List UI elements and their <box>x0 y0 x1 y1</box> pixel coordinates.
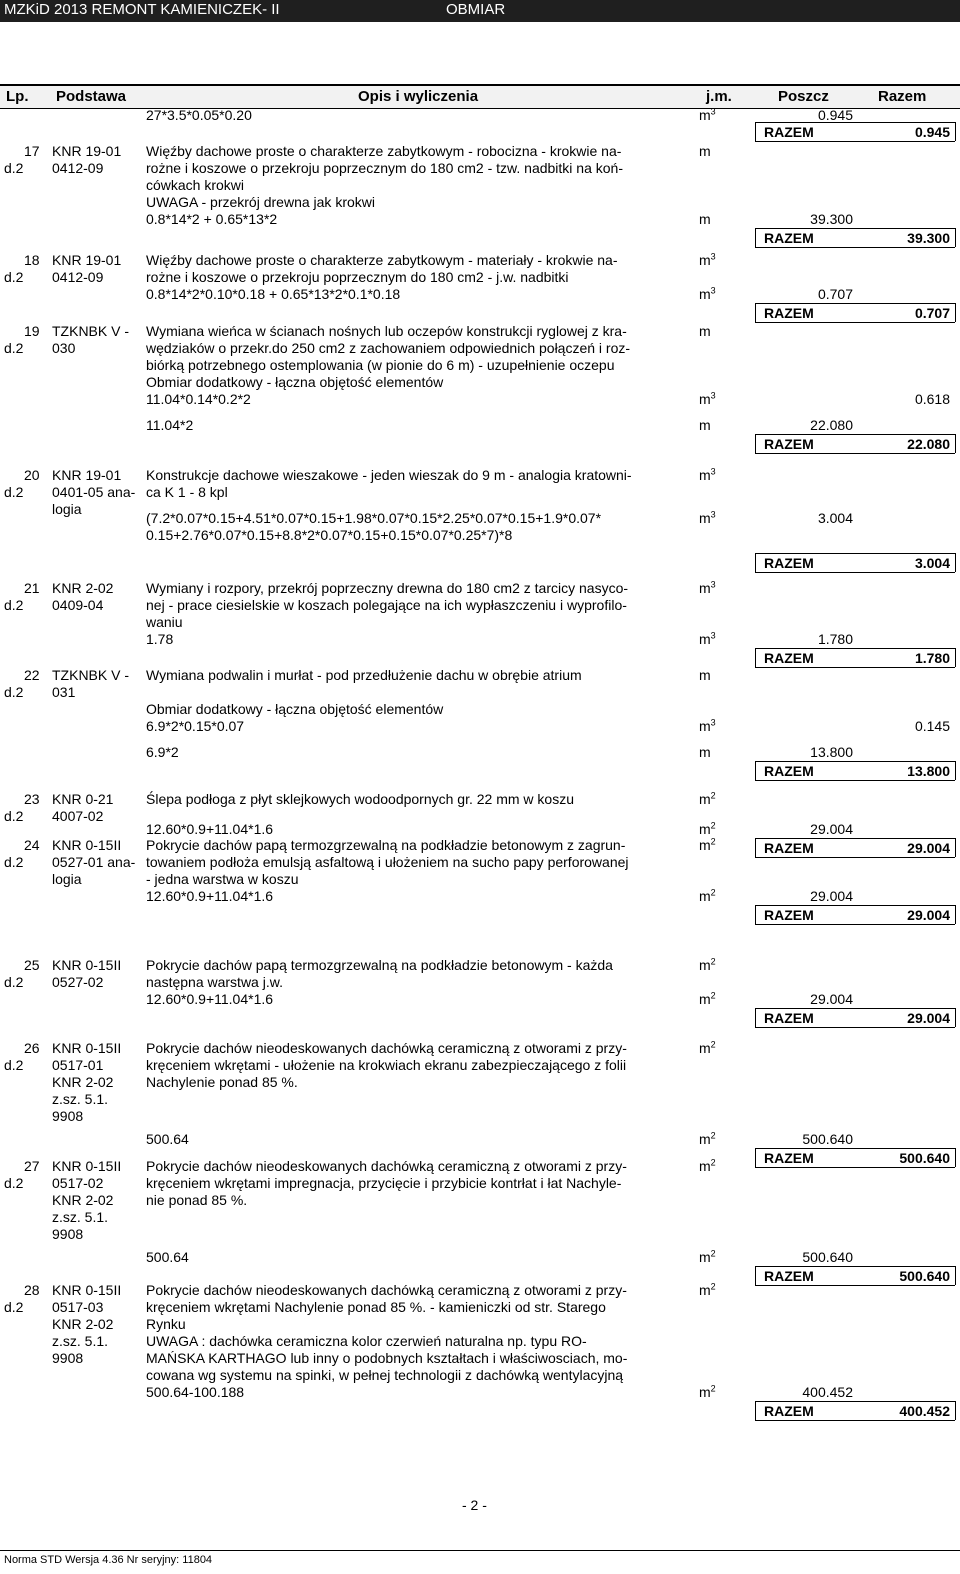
item-description: - jedna warstwa w koszu <box>146 871 299 887</box>
razem-box-divider <box>755 434 756 453</box>
item-description: Pokrycie dachów papą termozgrzewalną na podkładzie betonowym z zagrun- <box>146 837 626 853</box>
item-description: Ślepa podłoga z płyt sklejkowych wodoodpornych gr. 22 mm w koszu <box>146 791 574 807</box>
item-description: Nachylenie ponad 85 %. <box>146 1074 298 1090</box>
calc-unit: $m^3$ <box>699 717 716 734</box>
item-description: kręceniem wkrętami - ułożenie na krokwiach ekranu zabezpieczającego z folii <box>146 1057 627 1073</box>
calc-value: 3.004 <box>817 510 853 526</box>
item-podstawa: z.sz. 5.1. <box>52 1209 109 1225</box>
row-divider <box>755 905 955 906</box>
calc-value: 0.145 <box>914 718 950 734</box>
item-description: rożne i koszowe o przekroju poprzecznym do 180 cm2 - tzw. nadbitki na koń- <box>146 160 624 176</box>
item-description: UWAGA : dachówka ceramiczna kolor czerwień naturalna np. typu RO- <box>146 1333 587 1349</box>
item-description: Pokrycie dachów nieodeskowanych dachówką ceramiczną z otworami z przy- <box>146 1040 627 1056</box>
razem-value: 0.945 <box>914 124 950 140</box>
razem-label: RAZEM <box>764 1268 814 1284</box>
table-header <box>0 84 960 109</box>
razem-label: RAZEM <box>764 124 814 140</box>
razem-box-divider <box>755 838 756 857</box>
item-podstawa: 031 <box>52 684 76 700</box>
calc-expression: 1.78 <box>146 631 174 647</box>
razem-box-divider <box>955 761 956 780</box>
calc-value: 29.004 <box>810 821 853 837</box>
calc-expression: 500.64-100.188 <box>146 1384 245 1400</box>
calc-value: 0.618 <box>914 391 950 407</box>
razem-value: 39.300 <box>907 230 950 246</box>
item-podstawa: 0412-09 <box>52 160 104 176</box>
calc-unit: $m^3$ <box>699 630 716 647</box>
col-podstawa: Podstawa <box>56 88 127 105</box>
item-podstawa: 0401-05 ana- <box>52 484 136 500</box>
item-number: 19 <box>24 323 40 339</box>
calc-expression: 6.9*2*0.15*0.07 <box>146 718 245 734</box>
item-podstawa: 0517-02 <box>52 1175 104 1191</box>
item-podstawa: KNR 0-15II <box>52 957 122 973</box>
item-description: Obmiar dodatkowy - łączna objętość elementów <box>146 701 444 717</box>
calc-unit: $m^2$ <box>699 887 716 904</box>
item-subnumber: d.2 <box>4 597 24 613</box>
item-podstawa: 030 <box>52 340 76 356</box>
item-podstawa: logia <box>52 871 82 887</box>
item-description: biórką potrzebnego ostemplowania (w pionie do 6 m) - uzupełnienie oczepu <box>146 357 615 373</box>
item-podstawa: KNR 0-21 <box>52 791 114 807</box>
row-divider <box>755 667 955 668</box>
razem-box-divider <box>755 303 756 322</box>
row-divider <box>755 553 955 554</box>
item-podstawa: KNR 0-15II <box>52 1040 122 1056</box>
calc-unit: $m^3$ <box>699 106 716 123</box>
calc-unit: m <box>699 211 711 227</box>
row-divider <box>755 761 955 762</box>
item-number: 20 <box>24 467 40 483</box>
item-description: Pokrycie dachów nieodeskowanych dachówką ceramiczną z otworami z przy- <box>146 1158 627 1174</box>
razem-box-divider <box>755 761 756 780</box>
calc-unit: $m^2$ <box>699 820 716 837</box>
item-podstawa: z.sz. 5.1. <box>52 1091 109 1107</box>
row-divider <box>755 1148 955 1149</box>
razem-label: RAZEM <box>764 230 814 246</box>
item-description: kręceniem wkrętami Nachylenie ponad 85 %. - kamieniczki od str. Starego <box>146 1299 606 1315</box>
razem-label: RAZEM <box>764 1403 814 1419</box>
item-unit: $m^2$ <box>699 956 716 973</box>
razem-value: 13.800 <box>907 763 950 779</box>
item-podstawa: KNR 0-15II <box>52 1282 122 1298</box>
razem-label: RAZEM <box>764 555 814 571</box>
row-divider <box>755 572 955 573</box>
item-unit: m <box>699 323 711 339</box>
item-unit: $m^2$ <box>699 1281 716 1298</box>
item-description: Rynku <box>146 1316 186 1332</box>
item-subnumber: d.2 <box>4 269 24 285</box>
razem-box-divider <box>955 434 956 453</box>
footer-divider <box>0 1550 960 1551</box>
row-divider <box>755 780 955 781</box>
razem-box-divider <box>755 228 756 247</box>
calc-value: 500.640 <box>802 1131 853 1147</box>
item-subnumber: d.2 <box>4 484 24 500</box>
row-divider <box>755 838 955 839</box>
calc-expression: 12.60*0.9+11.04*1.6 <box>146 821 274 837</box>
razem-value: 3.004 <box>914 555 950 571</box>
calc-unit: $m^2$ <box>699 1130 716 1147</box>
row-divider <box>755 857 955 858</box>
item-number: 24 <box>24 837 40 853</box>
razem-box-divider <box>755 648 756 667</box>
item-description: towaniem podłoża emulsją asfaltową i ułożeniem na sucho papy perforowanej <box>146 854 629 870</box>
item-podstawa: 0527-02 <box>52 974 104 990</box>
calc-unit: $m^2$ <box>699 1383 716 1400</box>
razem-value: 500.640 <box>899 1150 950 1166</box>
item-subnumber: d.2 <box>4 808 24 824</box>
item-description: Wymiana podwalin i murłat - pod przedłużenie dachu w obrębie atrium <box>146 667 582 683</box>
row-divider <box>755 648 955 649</box>
item-number: 23 <box>24 791 40 807</box>
razem-label: RAZEM <box>764 650 814 666</box>
item-number: 21 <box>24 580 40 596</box>
item-description: kręceniem wkrętami impregnacja, przycięcie i przybicie kontrłat i łat Nachyle- <box>146 1175 622 1191</box>
item-description: nie ponad 85 %. <box>146 1192 248 1208</box>
calc-expression: 27*3.5*0.05*0.20 <box>146 107 252 123</box>
item-number: 18 <box>24 252 40 268</box>
calc-unit: $m^2$ <box>699 990 716 1007</box>
razem-box-divider <box>755 553 756 572</box>
razem-box-divider <box>955 1148 956 1167</box>
razem-label: RAZEM <box>764 763 814 779</box>
razem-box-divider <box>955 905 956 924</box>
calc-value: 0.707 <box>817 286 853 302</box>
calc-unit: $m^2$ <box>699 1248 716 1265</box>
item-unit: m <box>699 667 711 683</box>
razem-box-divider <box>955 228 956 247</box>
item-podstawa: KNR 0-15II <box>52 837 122 853</box>
item-podstawa: 9908 <box>52 1108 84 1124</box>
row-divider <box>755 303 955 304</box>
item-unit: $m^2$ <box>699 790 716 807</box>
row-divider <box>755 122 955 123</box>
razem-box-divider <box>955 1008 956 1027</box>
item-description: wędziaków o przekr.do 250 cm2 z zachowaniem odpowiednich połączeń i roz- <box>146 340 631 356</box>
item-podstawa: 4007-02 <box>52 808 104 824</box>
item-description: następna warstwa j.w. <box>146 974 283 990</box>
item-number: 25 <box>24 957 40 973</box>
calc-value: 13.800 <box>810 744 853 760</box>
item-number: 17 <box>24 143 40 159</box>
row-divider <box>755 924 955 925</box>
item-description: nej - prace ciesielskie w koszach polegające na ich wypłaszczeniu i wyprofilo- <box>146 597 627 613</box>
row-divider <box>755 434 955 435</box>
calc-expression: 11.04*2 <box>146 417 194 433</box>
calc-expression: 11.04*0.14*0.2*2 <box>146 391 251 407</box>
item-podstawa: KNR 19-01 <box>52 143 122 159</box>
item-description: Obmiar dodatkowy - łączna objętość elementów <box>146 374 444 390</box>
row-divider <box>755 1027 955 1028</box>
razem-box-divider <box>955 553 956 572</box>
razem-value: 29.004 <box>907 840 950 856</box>
razem-box-divider <box>755 905 756 924</box>
razem-box-divider <box>955 1401 956 1420</box>
calc-value: 1.780 <box>817 631 853 647</box>
razem-label: RAZEM <box>764 1010 814 1026</box>
item-podstawa: KNR 19-01 <box>52 467 122 483</box>
calc-unit: $m^3$ <box>699 390 716 407</box>
row-divider <box>755 1401 955 1402</box>
item-description: cówkach krokwi <box>146 177 245 193</box>
item-podstawa: logia <box>52 501 82 517</box>
item-unit: $m^2$ <box>699 1157 716 1174</box>
row-divider <box>755 453 955 454</box>
item-podstawa: 0517-03 <box>52 1299 104 1315</box>
calc-value: 0.945 <box>817 107 853 123</box>
row-divider <box>755 322 955 323</box>
calc-expression: 12.60*0.9+11.04*1.6 <box>146 888 274 904</box>
item-podstawa: TZKNBK V - <box>52 323 130 339</box>
calc-value: 39.300 <box>810 211 853 227</box>
row-divider <box>755 1420 955 1421</box>
item-podstawa: 0412-09 <box>52 269 104 285</box>
calc-expression-cont: 0.15+2.76*0.07*0.15+8.8*2*0.07*0.15+0.15*0.07*0.25*7)*8 <box>146 527 513 543</box>
item-description: waniu <box>146 614 183 630</box>
footer-software: Norma STD Wersja 4.36 Nr seryjny: 11804 <box>4 1554 213 1566</box>
item-number: 22 <box>24 667 40 683</box>
item-subnumber: d.2 <box>4 340 24 356</box>
razem-box-divider <box>955 303 956 322</box>
page-header <box>0 0 960 22</box>
item-podstawa: 9908 <box>52 1350 84 1366</box>
razem-box-divider <box>755 1148 756 1167</box>
col-lp: Lp. <box>6 88 29 105</box>
calc-unit: m <box>699 744 711 760</box>
item-subnumber: d.2 <box>4 1175 24 1191</box>
razem-label: RAZEM <box>764 1150 814 1166</box>
item-unit: $m^3$ <box>699 579 716 596</box>
calc-expression: 500.64 <box>146 1249 189 1265</box>
item-description: Więźby dachowe proste o charakterze zabytkowym - robocizna - krokwie na- <box>146 143 622 159</box>
row-divider <box>755 1167 955 1168</box>
item-description: Więźby dachowe proste o charakterze zabytkowym - materiały - krokwie na- <box>146 252 618 268</box>
item-number: 27 <box>24 1158 40 1174</box>
item-podstawa: 0527-01 ana- <box>52 854 136 870</box>
row-divider <box>755 1285 955 1286</box>
calc-expression: 12.60*0.9+11.04*1.6 <box>146 991 274 1007</box>
calc-unit: $m^3$ <box>699 509 716 526</box>
item-description: ca K 1 - 8 kpl <box>146 484 228 500</box>
razem-box-divider <box>755 1266 756 1285</box>
razem-label: RAZEM <box>764 305 814 321</box>
razem-label: RAZEM <box>764 907 814 923</box>
razem-box-divider <box>955 838 956 857</box>
calc-value: 29.004 <box>810 888 853 904</box>
item-description: UWAGA - przekrój drewna jak krokwi <box>146 194 375 210</box>
item-description: Pokrycie dachów nieodeskowanych dachówką ceramiczną z otworami z przy- <box>146 1282 627 1298</box>
calc-unit: m <box>699 417 711 433</box>
item-description: Pokrycie dachów papą termozgrzewalną na podkładzie betonowym - każda <box>146 957 613 973</box>
razem-value: 500.640 <box>899 1268 950 1284</box>
col-poszcz: Poszcz <box>778 88 829 105</box>
col-razem: Razem <box>878 88 927 105</box>
page-number: - 2 - <box>462 1497 487 1513</box>
razem-box-divider <box>955 648 956 667</box>
razem-box-divider <box>755 1008 756 1027</box>
calc-expression: (7.2*0.07*0.15+4.51*0.07*0.15+1.98*0.07*0.15*2.25*0.07*0.15+1.9*0.07* <box>146 510 602 526</box>
header-title: MZKiD 2013 REMONT KAMIENICZEK- II <box>4 1 280 18</box>
item-subnumber: d.2 <box>4 1299 24 1315</box>
row-divider <box>755 1008 955 1009</box>
item-subnumber: d.2 <box>4 684 24 700</box>
calc-expression: 6.9*2 <box>146 744 179 760</box>
item-number: 28 <box>24 1282 40 1298</box>
row-divider <box>755 141 955 142</box>
razem-value: 400.452 <box>899 1403 950 1419</box>
item-podstawa: z.sz. 5.1. <box>52 1333 109 1349</box>
razem-box-divider <box>755 122 756 141</box>
col-jm: j.m. <box>706 88 732 105</box>
item-unit: m <box>699 143 711 159</box>
calc-expression: 0.8*14*2*0.10*0.18 + 0.65*13*2*0.1*0.18 <box>146 286 401 302</box>
item-podstawa: KNR 0-15II <box>52 1158 122 1174</box>
item-description: rożne i koszowe o przekroju poprzecznym do 180 cm2 - j.w. nadbitki <box>146 269 569 285</box>
item-description: Wymiany i rozpory, przekrój poprzeczny drewna do 180 cm2 z tarcicy nasyco- <box>146 580 629 596</box>
razem-label: RAZEM <box>764 436 814 452</box>
razem-box-divider <box>755 1401 756 1420</box>
item-subnumber: d.2 <box>4 1057 24 1073</box>
item-unit: $m^2$ <box>699 1039 716 1056</box>
item-description: Wymiana wieńca w ścianach nośnych lub oczepów konstrukcji ryglowej z kra- <box>146 323 627 339</box>
calc-expression: 0.8*14*2 + 0.65*13*2 <box>146 211 278 227</box>
item-description: MAŃSKA KARTHAGO lub inny o podobnych kształtach i właściwosciach, mo- <box>146 1350 628 1366</box>
item-podstawa: TZKNBK V - <box>52 667 130 683</box>
razem-value: 1.780 <box>914 650 950 666</box>
item-unit: $m^3$ <box>699 251 716 268</box>
item-podstawa: KNR 19-01 <box>52 252 122 268</box>
col-opis: Opis i wyliczenia <box>358 88 479 105</box>
calc-value: 400.452 <box>802 1384 853 1400</box>
item-description: cowana wg systemu na spinki, w pełnej technologii z dachówką wentylacyjną <box>146 1367 624 1383</box>
calc-unit: $m^3$ <box>699 285 716 302</box>
razem-value: 22.080 <box>907 436 950 452</box>
calc-value: 29.004 <box>810 991 853 1007</box>
row-divider <box>755 1266 955 1267</box>
razem-box-divider <box>955 1266 956 1285</box>
header-section: OBMIAR <box>446 1 506 18</box>
item-podstawa: KNR 2-02 <box>52 580 114 596</box>
item-subnumber: d.2 <box>4 160 24 176</box>
row-divider <box>755 247 955 248</box>
item-subnumber: d.2 <box>4 854 24 870</box>
row-divider <box>755 228 955 229</box>
item-podstawa: KNR 2-02 <box>52 1074 114 1090</box>
razem-value: 29.004 <box>907 907 950 923</box>
item-podstawa: KNR 2-02 <box>52 1192 114 1208</box>
item-description: Konstrukcje dachowe wieszakowe - jeden wieszak do 9 m - analogia kratowni- <box>146 467 632 483</box>
item-podstawa: 9908 <box>52 1226 84 1242</box>
razem-value: 0.707 <box>914 305 950 321</box>
item-number: 26 <box>24 1040 40 1056</box>
razem-value: 29.004 <box>907 1010 950 1026</box>
item-unit: $m^3$ <box>699 466 716 483</box>
item-subnumber: d.2 <box>4 974 24 990</box>
item-podstawa: KNR 2-02 <box>52 1316 114 1332</box>
item-podstawa: 0517-01 <box>52 1057 104 1073</box>
razem-label: RAZEM <box>764 840 814 856</box>
calc-expression: 500.64 <box>146 1131 189 1147</box>
calc-value: 500.640 <box>802 1249 853 1265</box>
razem-box-divider <box>955 122 956 141</box>
calc-value: 22.080 <box>810 417 853 433</box>
item-unit: $m^2$ <box>699 836 716 853</box>
item-podstawa: 0409-04 <box>52 597 104 613</box>
